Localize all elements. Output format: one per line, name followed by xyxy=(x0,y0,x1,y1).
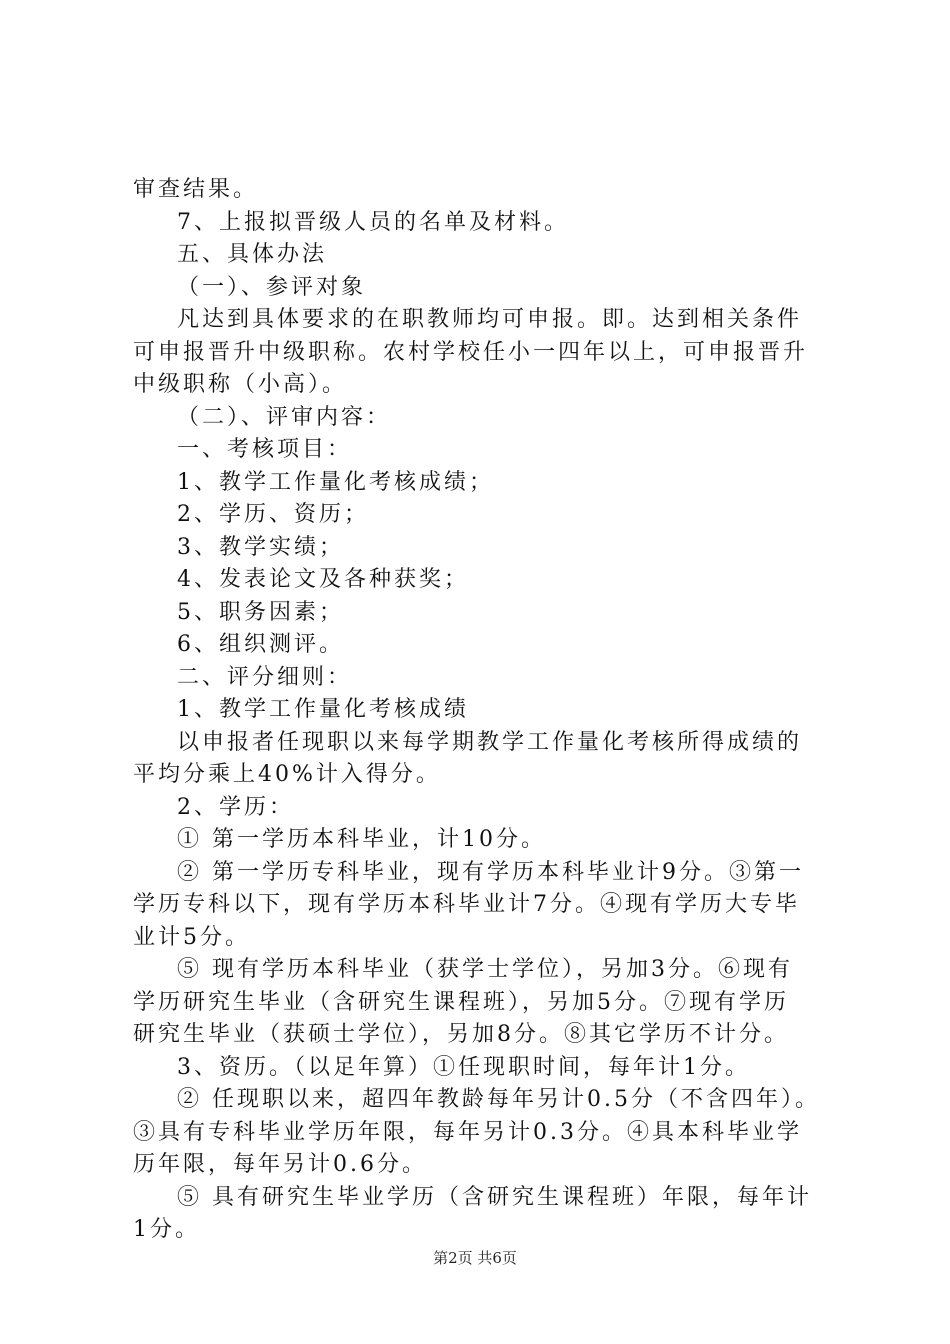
text-line-25: ⑤ 现有学历本科毕业（获学士学位），另加3分。⑥现有 xyxy=(177,957,793,982)
text-line-1: 审查结果。 xyxy=(133,177,259,202)
document-body xyxy=(133,174,833,1247)
text-line-9: 一、考核项目： xyxy=(177,437,353,462)
text-line-11: 2、学历、资历； xyxy=(177,502,369,527)
text-line-19: 平均分乘上40%计入得分。 xyxy=(133,762,441,787)
text-line-27: 研究生毕业（获硕士学位），另加8分。⑧其它学历不计分。 xyxy=(133,1022,789,1047)
text-line-4: （一）、参评对象 xyxy=(177,274,367,300)
text-line-29: ② 任现职以来，超四年教龄每年另计0.5分（不含四年）。 xyxy=(177,1087,820,1112)
text-line-7: 中级职称（小高）。 xyxy=(133,372,348,397)
text-line-10: 1、教学工作量化考核成绩； xyxy=(177,469,494,495)
text-line-23: 学历专科以下，现有学历本科毕业计7分。④现有学历大专毕 xyxy=(133,892,800,917)
text-line-8: （二）、评审内容： xyxy=(177,404,392,430)
page-number-footer: 第2页 共6页 xyxy=(433,1249,517,1267)
text-line-13: 4、发表论文及各种获奖； xyxy=(177,567,469,592)
text-line-17: 1、教学工作量化考核成绩 xyxy=(177,697,469,722)
text-line-15: 6、组织测评。 xyxy=(177,632,344,657)
text-line-16: 二、评分细则： xyxy=(177,664,353,690)
text-line-32: ⑤ 具有研究生毕业学历（含研究生课程班）年限，每年计 xyxy=(177,1184,812,1210)
text-line-6: 可申报晋升中级职称。农村学校任小一四年以上，可申报晋升 xyxy=(133,339,809,365)
text-line-33: 1分。 xyxy=(133,1217,200,1242)
text-line-20: 2、学历： xyxy=(177,794,294,820)
text-line-24: 业计5分。 xyxy=(133,924,250,950)
text-line-21: ① 第一学历本科毕业，计10分。 xyxy=(177,827,546,852)
text-line-14: 5、职务因素； xyxy=(177,599,344,625)
text-line-3: 五、具体办法 xyxy=(177,242,328,267)
text-line-2: 7、上报拟晋级人员的名单及材料。 xyxy=(177,209,569,235)
text-line-22: ② 第一学历专科毕业，现有学历本科毕业计9分。③第一 xyxy=(177,859,804,885)
text-line-12: 3、教学实绩； xyxy=(177,534,344,560)
text-line-5: 凡达到具体要求的在职教师均可申报。即。达到相关条件 xyxy=(177,307,803,332)
text-line-18: 以申报者任现职以来每学期教学工作量化考核所得成绩的 xyxy=(177,729,803,755)
text-line-26: 学历研究生毕业（含研究生课程班），另加5分。⑦现有学历 xyxy=(133,989,789,1015)
text-line-31: 历年限，每年另计0.6分。 xyxy=(133,1152,427,1177)
text-line-30: ③具有专科毕业学历年限，每年另计0.3分。④具本科毕业学 xyxy=(133,1119,802,1145)
text-line-28: 3、资历。（以足年算）①任现职时间，每年计1分。 xyxy=(177,1054,750,1080)
